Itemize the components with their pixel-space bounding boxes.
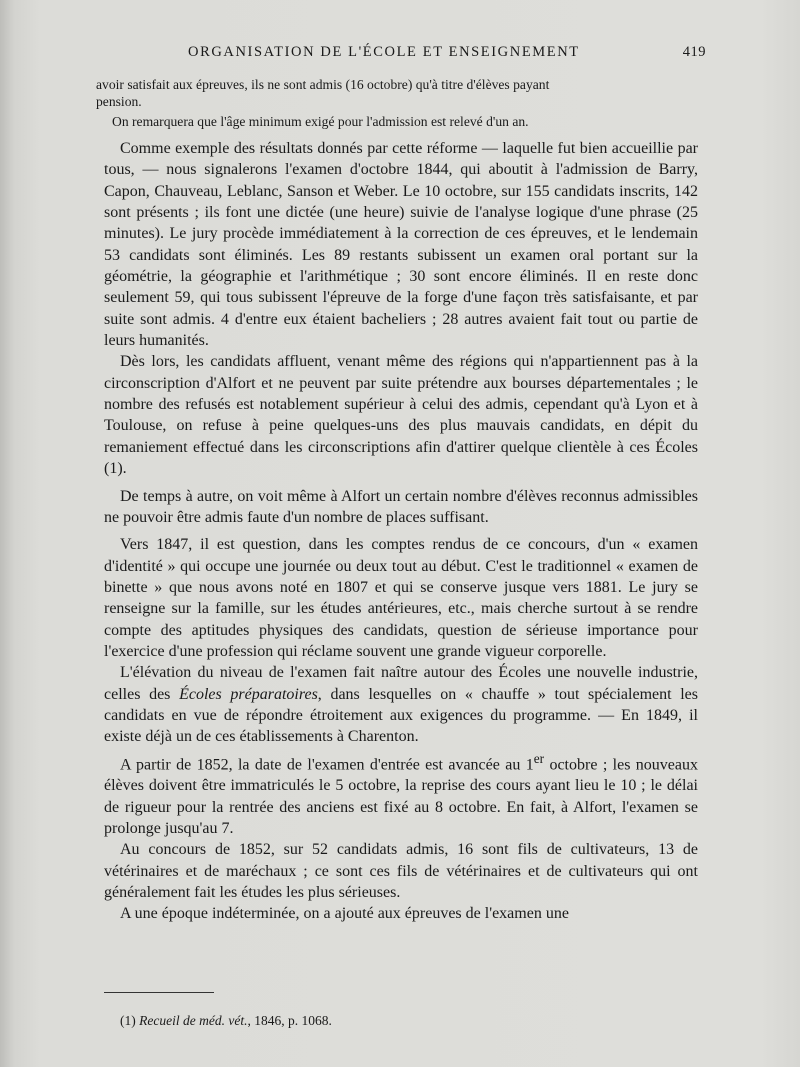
footnote-mark: (1) — [120, 1013, 136, 1028]
paragraph-6-text-b: octobre ; les nouveaux élèves doivent être immatriculés le 5 octobre, la reprise des cours ayant lieu le 10 ; le délai de rigueur pour la rentrée des anciens est fixé au 8 octobre. En fait, à Alfort, l'examen se prolonge jusqu'au 7. — [104, 755, 698, 837]
paragraph-4: Vers 1847, il est question, dans les comptes rendus de ce concours, d'un « examen d'identité » qui occupe une journée ou deux tout au début. C'est le traditionnel « examen de binette » que nous avons noté en 1807 et qui se conserve jusque vers 1881. Le jury se renseigne sur la famille, sur les études antérieures, etc., mais cherche surtout à se rendre compte des aptitudes physiques des candidats, question de sérieuse importance pour l'exercice d'une profession qui réclame souvent une grande vigueur corporelle. — [104, 536, 698, 660]
running-title: ORGANISATION DE L'ÉCOLE ET ENSEIGNEMENT — [188, 44, 580, 60]
paragraph-5-italic: Écoles préparatoires — [179, 685, 318, 703]
footnote-rule — [104, 992, 214, 993]
paragraph-6-superscript: er — [533, 750, 545, 766]
paragraph-6 — [104, 748, 698, 840]
paragraph-5-text-a: L'élévation du niveau de l'examen fait naître autour des Écoles une nouvelle industrie, celles des — [104, 664, 698, 703]
paragraph-3: De temps à autre, on voit même à Alfort un certain nombre d'élèves reconnus admissibles ne pouvoir être admis faute d'un nombre de places suffisant. — [104, 487, 698, 526]
paragraph-2: Dès lors, les candidats affluent, venant même des régions qui n'appartiennent pas à la circonscription d'Alfort et ne peuvent par suite prétendre aux bourses départementales ; le nombre des refusés est notablement supérieur à celui des admis, cependant qu'à Lyon et à Toulouse, on refuse à peine quelques-uns des plus mauvais candidats, en dépit du remaniement effectué dans les circonscriptions afin d'attirer quelque clientèle à ces Écoles (1). — [104, 353, 698, 478]
paragraph-5-text-b: , dans lesquelles on « chauffe » tout spécialement les candidats en vue de répondre étroitement aux exigences du programme. — En 1849, il existe déjà un de ces établissements à Charenton. — [104, 685, 699, 746]
paragraph-5 — [104, 662, 698, 747]
footnote-reference: , 1846, p. 1068. — [247, 1013, 332, 1028]
page-header — [96, 44, 706, 66]
page-number: 419 — [682, 44, 706, 60]
top-note-line-3 — [96, 113, 696, 131]
body-text — [104, 138, 698, 925]
paragraph-1: Comme exemple des résultats donnés par cette réforme — laquelle fut bien accueillie par tous, — nous signalerons l'examen d'octobre 1844, qui aboutit à l'admission de Barry, Capon, Chauveau, Leblanc, Sanson et Weber. Le 10 octobre, sur 155 candidats inscrits, 142 sont présents ; ils font une dictée (une heure) suivie de l'analyse logique d'une phrase (25 minutes). Le jury procède immédiatement à la correction de ces épreuves, et le lendemain 53 candidats sont éliminés. Les 89 restants subissent un examen oral portant sur la géométrie, la géographie et l'arithmétique ; 30 sont encore éliminés. Il en reste donc seulement 59, qui tous subissent l'épreuve de la forge d'une façon très satisfaisante, et par suite sont admis. 4 d'entre eux étaient bacheliers ; 28 autres avaient fait tout ou partie de leurs humanités. — [104, 140, 698, 350]
top-note-text: On remarquera que l'âge minimum exigé pour l'admission est relevé d'un an. — [112, 114, 529, 129]
footnote-source: Recueil de méd. vét. — [139, 1013, 248, 1028]
top-note-line-1: avoir satisfait aux épreuves, ils ne sont admis (16 octobre) qu'à titre d'élèves payant — [96, 77, 550, 92]
top-note-line-2: pension. — [96, 94, 142, 109]
footnote — [120, 1013, 680, 1029]
paragraph-8: A une époque indéterminée, on a ajouté aux épreuves de l'examen une — [120, 905, 569, 923]
paragraph-6-text-a: A partir de 1852, la date de l'examen d'entrée est avancée au 1 — [120, 755, 534, 773]
paragraph-7: Au concours de 1852, sur 52 candidats admis, 16 sont fils de cultivateurs, 13 de vétérinaires et de maréchaux ; ce sont ces fils de vétérinaires et de cultivateurs qui ont généralement fait les études les plus sérieuses. — [104, 841, 698, 902]
